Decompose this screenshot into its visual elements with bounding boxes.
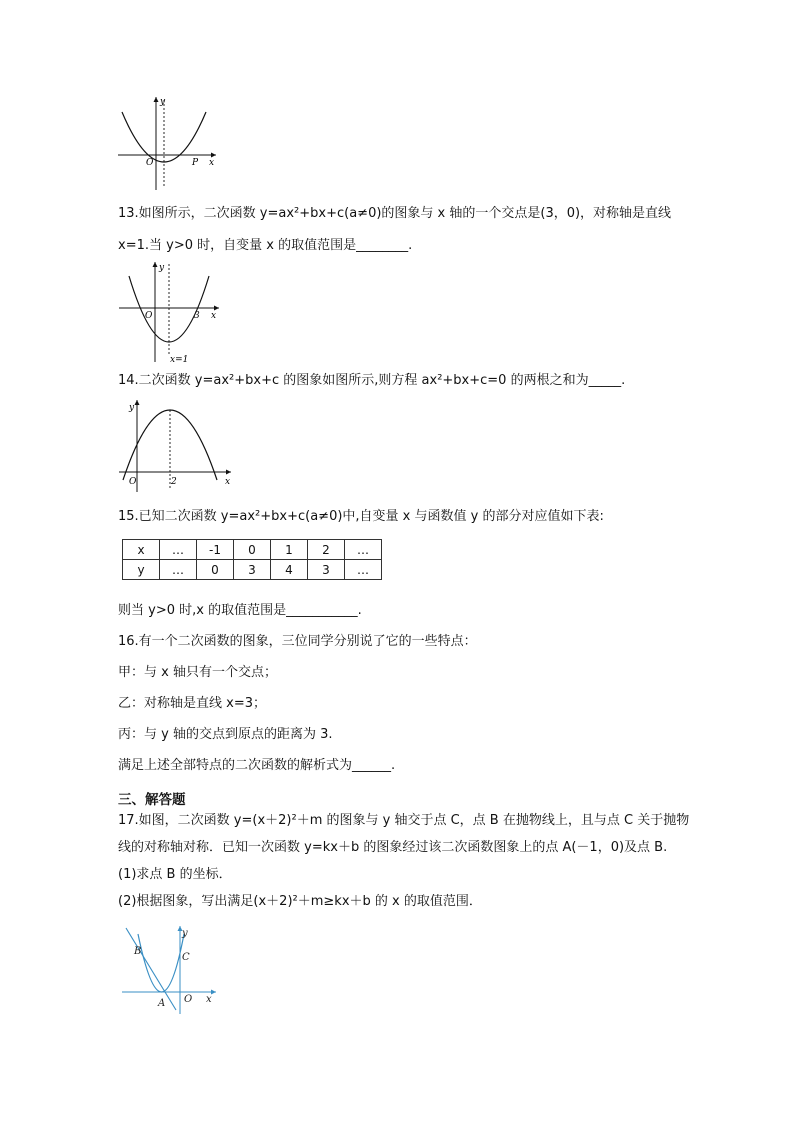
q15-after: 则当 y>0 时,x 的取值范围是___________. [118, 603, 362, 618]
q17-line2: 线的对称轴对称．已知一次函数 y=kx＋b 的图象经过该二次函数图象上的点 A(－1，0)及点 B. [118, 840, 668, 855]
figure-q14-parabola [115, 396, 235, 496]
x-axis-label: x [225, 477, 231, 487]
point-b-label: B [134, 946, 142, 957]
table-cell: y [123, 560, 160, 580]
figure-q12-parabola [112, 92, 222, 192]
point-a-label: A [158, 998, 166, 1009]
symmetry-axis-label: x=1 [170, 355, 189, 365]
table-cell: … [345, 540, 382, 560]
point-c-label: C [182, 952, 190, 963]
q14-text: 14.二次函数 y=ax²+bx+c 的图象如图所示,则方程 ax²+bx+c=0 的两根之和为_____. [118, 373, 626, 388]
table-row-y [123, 560, 382, 580]
table-cell: 0 [234, 540, 271, 560]
q17-line1: 17.如图，二次函数 y=(x＋2)²＋m 的图象与 y 轴交于点 C，点 B 在抛物线上，且与点 C 关于抛物 [118, 813, 690, 828]
figure-q17-graph [118, 922, 228, 1016]
tick-3-label: 3 [194, 311, 200, 321]
origin-label: O [146, 158, 154, 168]
q16-yi: 乙：对称轴是直线 x=3； [118, 696, 266, 711]
value-table [122, 539, 382, 580]
table-cell: 3 [234, 560, 271, 580]
origin-label: O [145, 311, 153, 321]
q16-intro: 16.有一个二次函数的图象，三位同学分别说了它的一些特点： [118, 634, 477, 649]
origin-label: O [129, 477, 137, 487]
table-cell: x [123, 540, 160, 560]
table-cell: … [345, 560, 382, 580]
y-axis-label: y [160, 97, 166, 107]
table-cell: -1 [197, 540, 234, 560]
table-cell: 2 [308, 540, 345, 560]
y-axis-label: y [159, 263, 165, 273]
x-axis-label: x [209, 158, 215, 168]
q17-part1: (1)求点 B 的坐标． [118, 867, 232, 882]
table-cell: … [160, 560, 197, 580]
y-axis-label: y [182, 928, 188, 939]
y-axis-label: y [129, 403, 135, 413]
q13-line2: x=1.当 y>0 时，自变量 x 的取值范围是________. [118, 238, 413, 253]
x-axis-label: x [206, 994, 212, 1005]
table-cell: … [160, 540, 197, 560]
table-cell: 3 [308, 560, 345, 580]
tick-2-label: 2 [171, 477, 177, 487]
table-cell: 4 [271, 560, 308, 580]
table-cell: 0 [197, 560, 234, 580]
x-axis-label: x [211, 311, 217, 321]
origin-label: O [184, 994, 193, 1005]
figure-q13-parabola [115, 258, 225, 366]
q17-part2: (2)根据图象，写出满足(x＋2)²＋m≥kx＋b 的 x 的取值范围． [118, 894, 482, 909]
q16-bing: 丙：与 y 轴的交点到原点的距离为 3. [118, 727, 333, 742]
q16-ask: 满足上述全部特点的二次函数的解析式为______. [118, 758, 396, 773]
table-row-x [123, 540, 382, 560]
q16-jia: 甲：与 x 轴只有一个交点； [118, 665, 277, 680]
q13-line1: 13.如图所示，二次函数 y=ax²+bx+c(a≠0)的图象与 x 轴的一个交点是(3，0)，对称轴是直线 [118, 206, 672, 221]
q15-text: 15.已知二次函数 y=ax²+bx+c(a≠0)中,自变量 x 与函数值 y 的部分对应值如下表: [118, 509, 604, 524]
section-title: 三、解答题 [118, 792, 186, 808]
point-p-label: P [192, 158, 199, 168]
table-cell: 1 [271, 540, 308, 560]
